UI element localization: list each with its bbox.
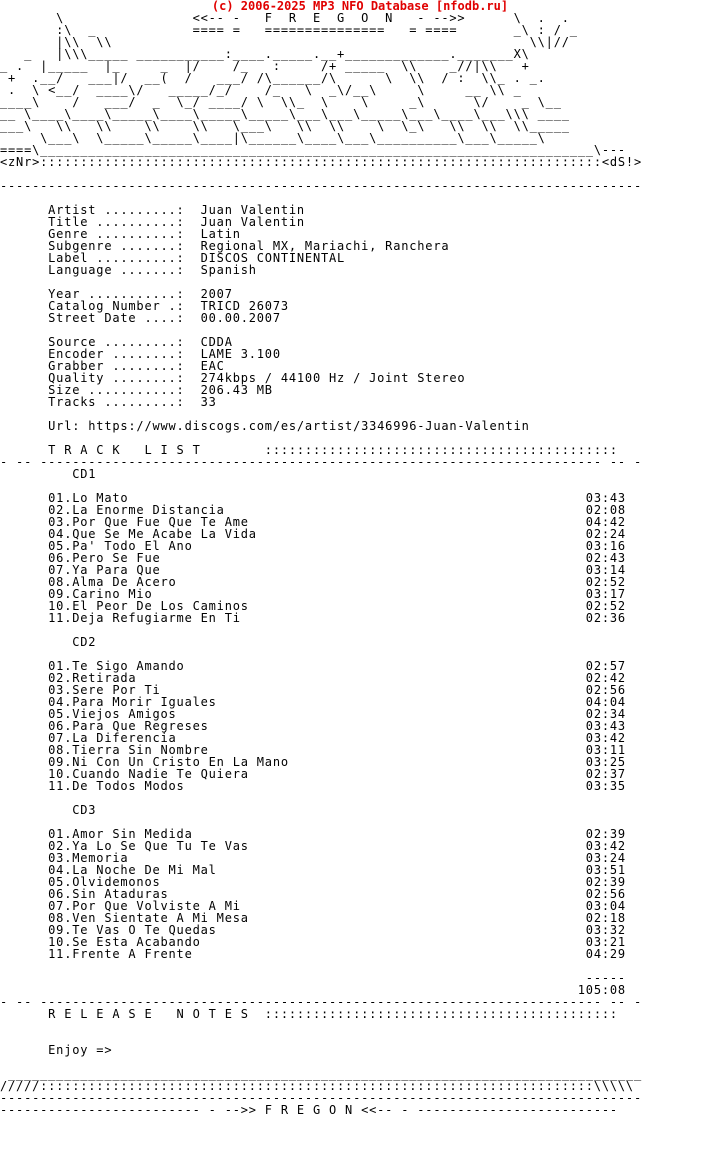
site-copyright-banner: (c) 2006-2025 MP3 NFO Database [nfodb.ru]	[211, 0, 509, 13]
nfo-line: CD2	[0, 635, 97, 649]
nfo-line: 05.Viejos Amigos 02:34	[0, 707, 626, 721]
nfo-line: 07.Por Que Volviste A Mi 03:04	[0, 899, 626, 913]
nfo-line: 01.Te Sigo Amando 02:57	[0, 659, 626, 673]
nfo-line: Label ..........: DISCOS CONTINENTAL	[0, 251, 346, 265]
nfo-line: 03.Memoria 03:24	[0, 851, 626, 865]
nfo-line: 09.Te Vas O Te Quedas 03:32	[0, 923, 626, 937]
nfo-line: CD1	[0, 467, 97, 481]
nfo-line: 06.Sin Ataduras 02:56	[0, 887, 626, 901]
nfo-line: Street Date ....: 00.00.2007	[0, 311, 281, 325]
nfo-line: --------------------------------------------------------------------------------	[0, 1091, 642, 1105]
nfo-line: |\\ \\ \\|//	[0, 35, 570, 49]
nfo-line: :\ _ ==== = =============== = ==== _\ : / _	[0, 23, 578, 37]
nfo-line: 10.Cuando Nadie Te Quiera 02:37	[0, 767, 626, 781]
nfo-line: Year ...........: 2007	[0, 287, 233, 301]
nfo-line: ___\ \\ \\ \\ \\ \___\ \\ \\ \ \_\ \\ \\ \\_____	[0, 119, 570, 133]
nfo-line: ====\_____________________________________________________________________\---	[0, 143, 626, 157]
nfo-line: --------------------------------------------------------------------------------	[0, 179, 642, 193]
nfo-line: 02.La Enorme Distancia 02:08	[0, 503, 626, 517]
nfo-line: + .__/ ___|/ __( / ___/ /\______/\ \ \\ / : \\_ . _.	[0, 71, 546, 85]
nfo-line: _ . |_____ |_ _ |/ /_ : /+ _____ \\ _//|\\ +	[0, 59, 530, 73]
nfo-line: 07.Ya Para Que 03:14	[0, 563, 626, 577]
nfo-line: T R A C K L I S T ::::::::::::::::::::::::::::::::::::::::::::	[0, 443, 618, 457]
nfo-line: Enjoy =>	[0, 1043, 113, 1057]
nfo-line: Subgenre .......: Regional MX, Mariachi, Ranchera	[0, 239, 450, 253]
nfo-line: - -- ---------------------------------------------------------------------- -- -	[0, 455, 642, 469]
nfo-line: Url: https://www.discogs.com/es/artist/3346996-Juan-Valentin	[0, 419, 530, 433]
nfo-line: Catalog Number .: TRICD 26073	[0, 299, 289, 313]
nfo-line: 105:08	[0, 983, 626, 997]
nfo-line: 09.Carino Mio 03:17	[0, 587, 626, 601]
nfo-line: 04.Que Se Me Acabe La Vida 02:24	[0, 527, 626, 541]
nfo-line: R E L E A S E N O T E S ::::::::::::::::::::::::::::::::::::::::::::	[0, 1007, 618, 1021]
nfo-line: 08.Tierra Sin Nombre 03:11	[0, 743, 626, 757]
nfo-line: \___\ \_____\_____\____|\______\____\___\__________\___\_____\	[0, 131, 546, 145]
nfo-line: _ |\\\_____ ___________:____._____.__+_____________._______X\	[0, 47, 530, 61]
nfo-line: Genre ..........: Latin	[0, 227, 241, 241]
nfo-line: 06.Para Que Regreses 03:43	[0, 719, 626, 733]
nfo-line	[0, 1020, 642, 1032]
nfo-line: \ <<-- - F R E G O N - -->> \ . .	[0, 11, 570, 25]
nfo-line: 04.Para Morir Iguales 04:04	[0, 695, 626, 709]
nfo-line: 07.La Diferencia 03:42	[0, 731, 626, 745]
nfo-line: 03.Sere Por Ti 02:56	[0, 683, 626, 697]
nfo-line	[0, 624, 642, 636]
nfo-line: 10.El Peor De Los Caminos 02:52	[0, 599, 626, 613]
nfo-line: 11.Frente A Frente 04:29	[0, 947, 626, 961]
nfo-line: <zNr>::::::::::::::::::::::::::::::::::::::::::::::::::::::::::::::::::::::<dS!>	[0, 155, 642, 169]
nfo-line: 08.Ven Sientate A Mi Mesa 02:18	[0, 911, 626, 925]
nfo-line: ____\ / ___/ _ \_/ ____/ \ \\_ \ \ _\ \/ _ \__	[0, 95, 562, 109]
nfo-line: Quality ........: 274kbps / 44100 Hz / Joint Stereo	[0, 371, 466, 385]
nfo-line: 11.Deja Refugiarme En Ti 02:36	[0, 611, 626, 625]
nfo-line: -----	[0, 971, 626, 985]
nfo-line: 11.De Todos Modos 03:35	[0, 779, 626, 793]
nfo-line: _______________________________________________________________________________	[0, 1067, 642, 1081]
nfo-line: 09.Ni Con Un Cristo En La Mano 03:25	[0, 755, 626, 769]
nfo-line: 02.Retirada 02:42	[0, 671, 626, 685]
nfo-line: /////:::::::::::::::::::::::::::::::::::::::::::::::::::::::::::::::::::::\\\\\	[0, 1079, 634, 1093]
nfo-line: __ \____\____\_____\____\_____\_____\___\___\_____\___\____\___\\\ ____	[0, 107, 570, 121]
nfo-line: 08.Alma De Acero 02:52	[0, 575, 626, 589]
nfo-line: Encoder ........: LAME 3.100	[0, 347, 281, 361]
nfo-line: - -- ---------------------------------------------------------------------- -- -	[0, 995, 642, 1009]
nfo-text-block	[0, 12, 642, 1116]
nfo-line: 03.Por Que Fue Que Te Ame 04:42	[0, 515, 626, 529]
nfo-line: Tracks .........: 33	[0, 395, 217, 409]
nfo-line: 01.Lo Mato 03:43	[0, 491, 626, 505]
nfo-line: Size ...........: 206.43 MB	[0, 383, 273, 397]
nfo-line: . \ <__/ ____\/ _____/_/ /_ \ _\/__\ \ __ \\ _	[0, 83, 522, 97]
nfo-line: ------------------------- - -->> F R E G O N <<-- - -------------------------	[0, 1103, 618, 1117]
nfo-line: 02.Ya Lo Se Que Tu Te Vas 03:42	[0, 839, 626, 853]
nfo-line: 10.Se Esta Acabando 03:21	[0, 935, 626, 949]
nfo-line	[0, 792, 642, 804]
nfo-line: 01.Amor Sin Medida 02:39	[0, 827, 626, 841]
nfo-line: 04.La Noche De Mi Mal 03:51	[0, 863, 626, 877]
nfo-line: Source .........: CDDA	[0, 335, 233, 349]
nfo-line: 05.Pa' Todo El Ano 03:16	[0, 539, 626, 553]
nfo-line: Language .......: Spanish	[0, 263, 257, 277]
nfo-line: CD3	[0, 803, 97, 817]
nfo-line: Grabber ........: EAC	[0, 359, 225, 373]
nfo-line: Artist .........: Juan Valentin	[0, 203, 305, 217]
nfo-line: 06.Pero Se Fue 02:43	[0, 551, 626, 565]
nfo-line: 05.Olvidemonos 02:39	[0, 875, 626, 889]
nfo-line: Title ..........: Juan Valentin	[0, 215, 305, 229]
